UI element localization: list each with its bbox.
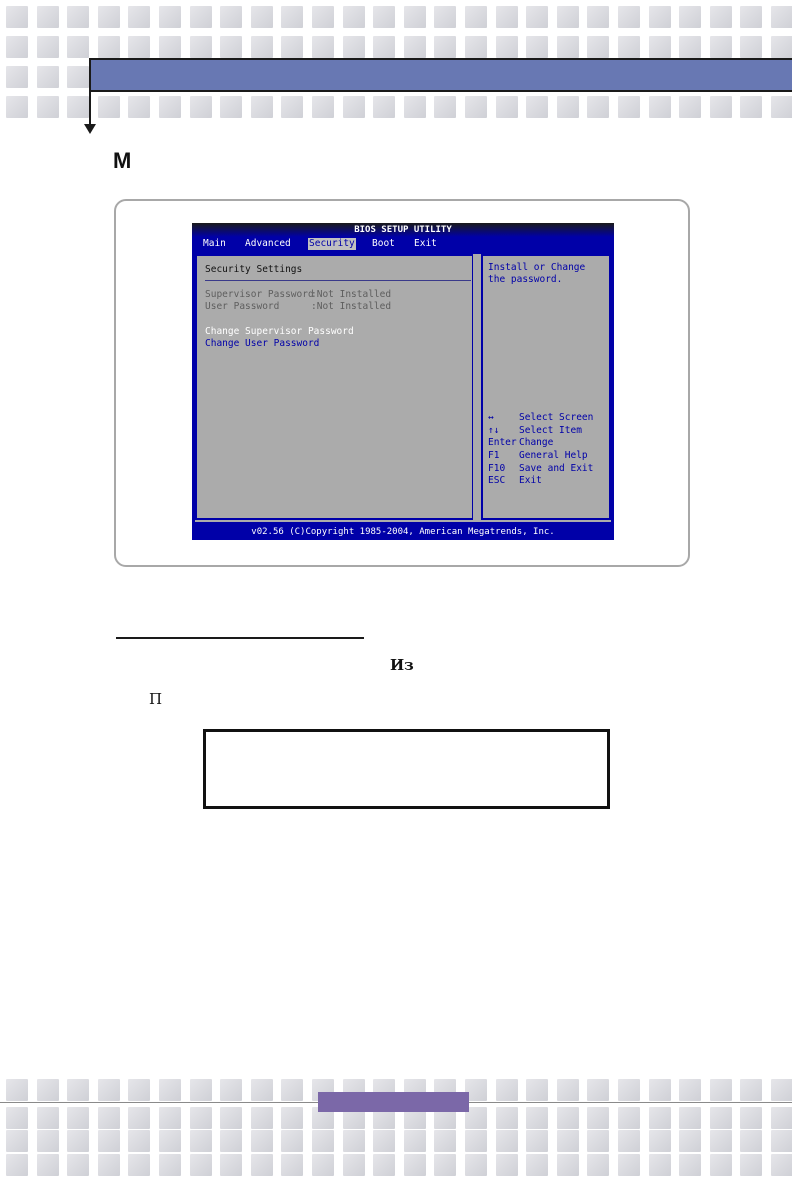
decorative-tile xyxy=(618,96,640,118)
decorative-tile xyxy=(771,96,792,118)
decorative-tile xyxy=(159,1130,181,1152)
decorative-tile xyxy=(128,1079,150,1101)
bottom-tile-row-4 xyxy=(0,1154,792,1176)
decorative-tile xyxy=(220,1079,242,1101)
key-description: Select Screen xyxy=(519,412,594,423)
decorative-tile xyxy=(67,36,89,58)
decorative-tile xyxy=(281,1107,303,1129)
decorative-tile xyxy=(771,1107,792,1129)
decorative-tile xyxy=(434,1154,456,1176)
decorative-tile xyxy=(6,1079,28,1101)
decorative-tile xyxy=(434,1130,456,1152)
decorative-tile xyxy=(98,36,120,58)
decorative-tile xyxy=(771,1130,792,1152)
decorative-tile xyxy=(67,6,89,28)
decorative-tile xyxy=(496,1107,518,1129)
decorative-tile xyxy=(37,36,59,58)
decorative-tile xyxy=(159,1154,181,1176)
decorative-tile xyxy=(710,6,732,28)
decorative-tile xyxy=(740,1079,762,1101)
decorative-tile xyxy=(343,1130,365,1152)
decorative-tile xyxy=(312,36,334,58)
user-password-label: User Password xyxy=(205,301,314,312)
decorative-tile xyxy=(679,96,701,118)
decorative-tile xyxy=(67,66,89,88)
decorative-tile xyxy=(496,36,518,58)
decorative-tile xyxy=(312,1130,334,1152)
decorative-tile xyxy=(281,36,303,58)
decorative-tile xyxy=(37,1107,59,1129)
bios-screen xyxy=(192,223,614,540)
decorative-tile xyxy=(281,1154,303,1176)
tab-exit[interactable]: Exit xyxy=(414,238,437,249)
decorative-tile xyxy=(404,1130,426,1152)
decorative-tile xyxy=(128,1130,150,1152)
decorative-tile xyxy=(251,1154,273,1176)
decorative-tile xyxy=(220,1107,242,1129)
decorative-tile xyxy=(710,36,732,58)
decorative-tile xyxy=(98,6,120,28)
decorative-tile xyxy=(557,1107,579,1129)
decorative-tile xyxy=(220,36,242,58)
decorative-tile xyxy=(649,6,671,28)
decorative-tile xyxy=(526,1130,548,1152)
decorative-tile xyxy=(373,96,395,118)
decorative-tile xyxy=(373,1130,395,1152)
supervisor-password-label: Supervisor Password xyxy=(205,289,314,300)
settings-pane xyxy=(195,254,473,520)
decorative-tile xyxy=(587,1130,609,1152)
supervisor-password-value: :Not Installed xyxy=(311,289,392,300)
decorative-tile xyxy=(128,36,150,58)
key-label: ESC xyxy=(488,475,506,487)
decorative-tile xyxy=(710,1154,732,1176)
decorative-tile xyxy=(587,36,609,58)
decorative-tile xyxy=(496,1130,518,1152)
decorative-tile xyxy=(404,1154,426,1176)
decorative-tile xyxy=(496,1079,518,1101)
decorative-tile xyxy=(557,36,579,58)
decorative-tile xyxy=(190,1154,212,1176)
change-supervisor-password-option[interactable]: Change Supervisor Password xyxy=(205,326,354,337)
decorative-tile xyxy=(6,1154,28,1176)
decorative-tile xyxy=(190,1130,212,1152)
decorative-tile xyxy=(679,36,701,58)
decorative-tile xyxy=(159,96,181,118)
decorative-tile xyxy=(434,36,456,58)
chapter-header-bar xyxy=(90,58,792,92)
decorative-tile xyxy=(343,1154,365,1176)
decorative-tile xyxy=(251,6,273,28)
note-box xyxy=(203,729,610,809)
decorative-tile xyxy=(587,1107,609,1129)
decorative-tile xyxy=(37,1130,59,1152)
decorative-tile xyxy=(526,6,548,28)
decorative-tile xyxy=(557,1079,579,1101)
decorative-tile xyxy=(710,1079,732,1101)
decorative-tile xyxy=(771,1154,792,1176)
decorative-tile xyxy=(37,6,59,28)
change-user-password-option[interactable]: Change User Password xyxy=(205,338,320,349)
key-label: Enter xyxy=(488,437,517,449)
key-description: Select Item xyxy=(519,424,582,436)
decorative-tile xyxy=(251,36,273,58)
bold-text-fragment: Из xyxy=(390,656,414,674)
decorative-tile xyxy=(128,1107,150,1129)
subheading-underline xyxy=(116,637,364,639)
decorative-tile xyxy=(37,66,59,88)
bottom-tile-row-3 xyxy=(0,1130,792,1152)
decorative-tile xyxy=(343,96,365,118)
decorative-tile xyxy=(740,96,762,118)
decorative-tile xyxy=(67,1107,89,1129)
decorative-tile xyxy=(649,1079,671,1101)
decorative-tile xyxy=(37,96,59,118)
tab-security[interactable]: Security xyxy=(309,238,355,249)
decorative-tile xyxy=(220,6,242,28)
decorative-tile xyxy=(343,36,365,58)
decorative-tile xyxy=(587,1154,609,1176)
key-description: Change xyxy=(519,437,554,449)
decorative-tile xyxy=(6,6,28,28)
decorative-tile xyxy=(343,6,365,28)
decorative-tile xyxy=(98,1107,120,1129)
decorative-tile xyxy=(618,36,640,58)
decorative-tile xyxy=(526,1079,548,1101)
decorative-tile xyxy=(281,1130,303,1152)
decorative-tile xyxy=(312,1154,334,1176)
decorative-tile xyxy=(159,36,181,58)
decorative-tile xyxy=(740,1154,762,1176)
decorative-tile xyxy=(771,36,792,58)
decorative-tile xyxy=(465,1130,487,1152)
decorative-tile xyxy=(557,6,579,28)
tab-advanced[interactable]: Advanced xyxy=(245,238,291,249)
decorative-tile xyxy=(649,36,671,58)
decorative-tile xyxy=(128,96,150,118)
decorative-tile xyxy=(496,96,518,118)
bios-body xyxy=(195,254,611,522)
decorative-tile xyxy=(67,1154,89,1176)
decorative-tile xyxy=(190,1079,212,1101)
decorative-tile xyxy=(128,6,150,28)
decorative-tile xyxy=(6,1107,28,1129)
decorative-tile xyxy=(618,1130,640,1152)
decorative-tile xyxy=(251,1079,273,1101)
decorative-tile xyxy=(771,1079,792,1101)
tab-boot[interactable]: Boot xyxy=(372,238,395,249)
decorative-tile xyxy=(159,6,181,28)
decorative-tile xyxy=(312,96,334,118)
decorative-tile xyxy=(618,1107,640,1129)
decorative-tile xyxy=(373,1154,395,1176)
decorative-tile xyxy=(220,1130,242,1152)
decorative-tile xyxy=(526,96,548,118)
decorative-tile xyxy=(190,96,212,118)
top-tile-row-1 xyxy=(0,6,792,28)
decorative-tile xyxy=(710,96,732,118)
decorative-tile xyxy=(649,96,671,118)
decorative-tile xyxy=(496,1154,518,1176)
bios-title: BIOS SETUP UTILITY xyxy=(192,223,614,237)
decorative-tile xyxy=(587,1079,609,1101)
decorative-tile xyxy=(434,6,456,28)
decorative-tile xyxy=(526,36,548,58)
security-settings-title: Security Settings xyxy=(205,264,303,275)
decorative-tile xyxy=(37,1154,59,1176)
decorative-tile xyxy=(251,1107,273,1129)
decorative-tile xyxy=(373,6,395,28)
decorative-tile xyxy=(465,6,487,28)
decorative-tile xyxy=(220,96,242,118)
key-label: F1 xyxy=(488,450,500,462)
decorative-tile xyxy=(6,1130,28,1152)
decorative-tile xyxy=(67,96,89,118)
decorative-tile xyxy=(98,96,120,118)
decorative-tile xyxy=(281,1079,303,1101)
decorative-tile xyxy=(128,1154,150,1176)
decorative-tile xyxy=(159,1107,181,1129)
decorative-tile xyxy=(98,1154,120,1176)
decorative-tile xyxy=(679,6,701,28)
decorative-tile xyxy=(649,1154,671,1176)
decorative-tile xyxy=(434,96,456,118)
decorative-tile xyxy=(618,1154,640,1176)
decorative-tile xyxy=(710,1107,732,1129)
decorative-tile xyxy=(496,6,518,28)
decorative-tile xyxy=(587,96,609,118)
user-password-value: :Not Installed xyxy=(311,301,392,312)
decorative-tile xyxy=(740,6,762,28)
decorative-tile xyxy=(98,1079,120,1101)
decorative-tile xyxy=(587,6,609,28)
decorative-tile xyxy=(6,36,28,58)
key-label: F10 xyxy=(488,462,506,474)
decorative-tile xyxy=(67,1130,89,1152)
key-label: ↔ xyxy=(488,412,494,423)
decorative-tile xyxy=(465,96,487,118)
decorative-tile xyxy=(404,6,426,28)
decorative-tile xyxy=(190,36,212,58)
decorative-tile xyxy=(190,1107,212,1129)
decorative-tile xyxy=(465,1154,487,1176)
decorative-tile xyxy=(190,6,212,28)
section-divider xyxy=(205,280,471,281)
decorative-tile xyxy=(679,1154,701,1176)
decorative-tile xyxy=(159,1079,181,1101)
decorative-tile xyxy=(740,36,762,58)
decorative-tile xyxy=(251,96,273,118)
decorative-tile xyxy=(679,1130,701,1152)
bios-menu-bar xyxy=(192,237,614,251)
key-description: Exit xyxy=(519,475,542,487)
decorative-tile xyxy=(740,1130,762,1152)
decorative-tile xyxy=(37,1079,59,1101)
page-number-tab xyxy=(318,1092,469,1112)
decorative-tile xyxy=(649,1107,671,1129)
decorative-tile xyxy=(526,1154,548,1176)
text-fragment: П xyxy=(149,690,163,708)
tab-main[interactable]: Main xyxy=(203,238,226,249)
top-tile-row-2 xyxy=(0,36,792,58)
decorative-tile xyxy=(771,6,792,28)
decorative-tile xyxy=(98,1130,120,1152)
decorative-tile xyxy=(557,1154,579,1176)
bios-copyright-footer: v02.56 (C)Copyright 1985-2004, American Megatrends, Inc. xyxy=(251,527,555,537)
decorative-tile xyxy=(557,96,579,118)
arrow-down-icon xyxy=(84,124,96,134)
decorative-tile xyxy=(465,36,487,58)
section-heading: M xyxy=(113,148,132,173)
decorative-tile xyxy=(710,1130,732,1152)
decorative-tile xyxy=(6,66,28,88)
help-pane xyxy=(481,254,611,520)
header-arrow-line xyxy=(89,58,91,126)
decorative-tile xyxy=(312,6,334,28)
key-description: Save and Exit xyxy=(519,462,594,474)
decorative-tile xyxy=(373,36,395,58)
decorative-tile xyxy=(404,36,426,58)
key-description: General Help xyxy=(519,450,588,462)
decorative-tile xyxy=(6,96,28,118)
top-tile-row-4 xyxy=(0,96,792,118)
decorative-tile xyxy=(220,1154,242,1176)
decorative-tile xyxy=(526,1107,548,1129)
decorative-tile xyxy=(404,96,426,118)
decorative-tile xyxy=(740,1107,762,1129)
decorative-tile xyxy=(281,6,303,28)
decorative-tile xyxy=(679,1079,701,1101)
decorative-tile xyxy=(618,1079,640,1101)
decorative-tile xyxy=(67,1079,89,1101)
key-label: ↑↓ xyxy=(488,424,500,436)
decorative-tile xyxy=(679,1107,701,1129)
decorative-tile xyxy=(618,6,640,28)
decorative-tile xyxy=(649,1130,671,1152)
decorative-tile xyxy=(557,1130,579,1152)
help-text: Install or Change the password. xyxy=(488,262,586,285)
decorative-tile xyxy=(281,96,303,118)
decorative-tile xyxy=(251,1130,273,1152)
